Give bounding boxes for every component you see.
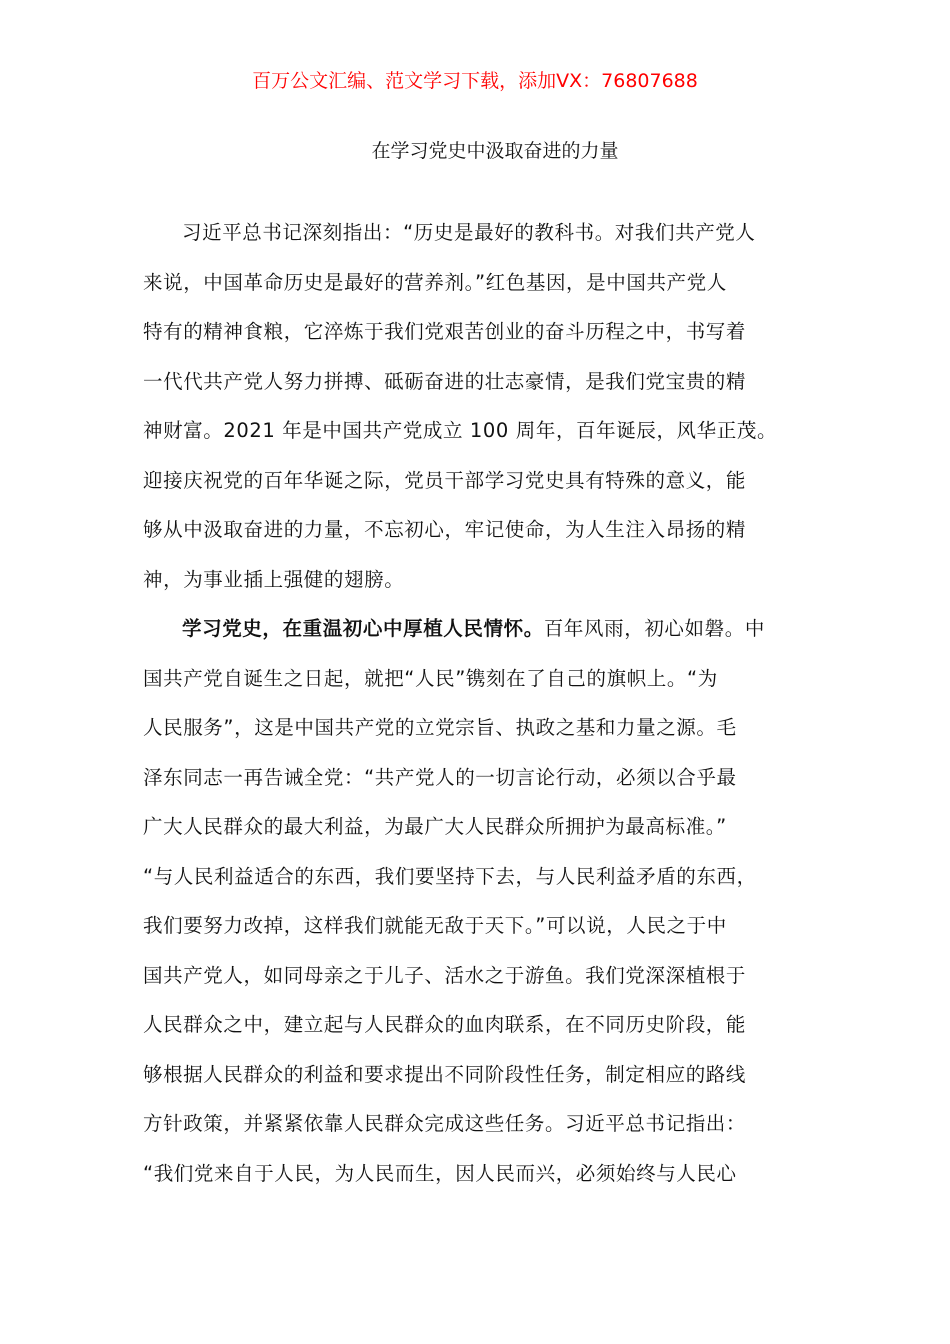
paragraph-2-line: “与人民利益适合的东西，我们要坚持下去，与人民利益矛盾的东西， — [143, 864, 757, 888]
paragraph-1-line: 一代代共产党人努力拼搏、砥砺奋进的壮志豪情，是我们党宝贵的精 — [143, 369, 747, 393]
paragraph-2-first-line — [143, 604, 809, 654]
paragraph-2-line: 国共产党自诞生之日起，就把“人民”镌刻在了自己的旗帜上。“为 — [143, 666, 718, 690]
paragraph-2-line: 泽东同志一再告诫全党：“共产党人的一切言论行动，必须以合乎最 — [143, 765, 737, 789]
paragraph-1-line: 神，为事业插上强健的翅膀。 — [143, 567, 405, 591]
paragraph-1-line: 神财富。2021 年是中国共产党成立 100 周年，百年诞辰，风华正茂。 — [143, 419, 778, 442]
paragraph-2-line: 广大人民群众的最大利益，为最广大人民群众所拥护为最高标准。” — [143, 815, 727, 838]
paragraph-2-line: 方针政策，并紧紧依靠人民群众完成这些任务。习近平总书记指出： — [143, 1112, 747, 1135]
paragraph-2-line: 够根据人民群众的利益和要求提出不同阶段性任务，制定相应的路线 — [143, 1062, 747, 1086]
paragraph-2-line: 我们要努力改掉，这样我们就能无敌于天下。”可以说，人民之于中 — [143, 914, 727, 937]
paragraph-1-line: 来说，中国革命历史是最好的营养剂。”红色基因，是中国共产党人 — [143, 270, 727, 294]
paragraph-2-line: 人民服务”，这是中国共产党的立党宗旨、执政之基和力量之源。毛 — [143, 716, 737, 739]
header-banner: 百万公文汇编、范文学习下载，添加VX：76807688 — [252, 70, 698, 92]
paragraph-1-line: 迎接庆祝党的百年华诞之际，党员干部学习党史具有特殊的意义，能 — [143, 468, 747, 492]
paragraph-2 — [143, 604, 809, 1198]
paragraph-2-first-line-rest: 百年风雨，初心如磐。中 — [543, 617, 765, 640]
paragraph-1-line: 习近平总书记深刻指出：“历史是最好的教科书。对我们共产党人 — [182, 221, 756, 244]
paragraph-1-line: 够从中汲取奋进的力量，不忘初心，牢记使命，为人生注入昂扬的精 — [143, 518, 747, 541]
paragraph-1 — [143, 208, 809, 604]
paragraph-2-line: “我们党来自于人民，为人民而生，因人民而兴，必须始终与人民心 — [143, 1161, 737, 1185]
paragraph-2-lead: 学习党史，在重温初心中厚植人民情怀。 — [182, 617, 544, 640]
paragraph-1-line: 特有的精神食粮，它淬炼于我们党艰苦创业的奋斗历程之中，书写着 — [143, 320, 747, 343]
paragraph-2-line: 国共产党人，如同母亲之于儿子、活水之于游鱼。我们党深深植根于 — [143, 963, 747, 987]
paragraph-2-line: 人民群众之中，建立起与人民群众的血肉联系，在不同历史阶段，能 — [143, 1013, 747, 1036]
document-body — [143, 208, 809, 1198]
document-title: 在学习党史中汲取奋进的力量 — [371, 140, 619, 162]
